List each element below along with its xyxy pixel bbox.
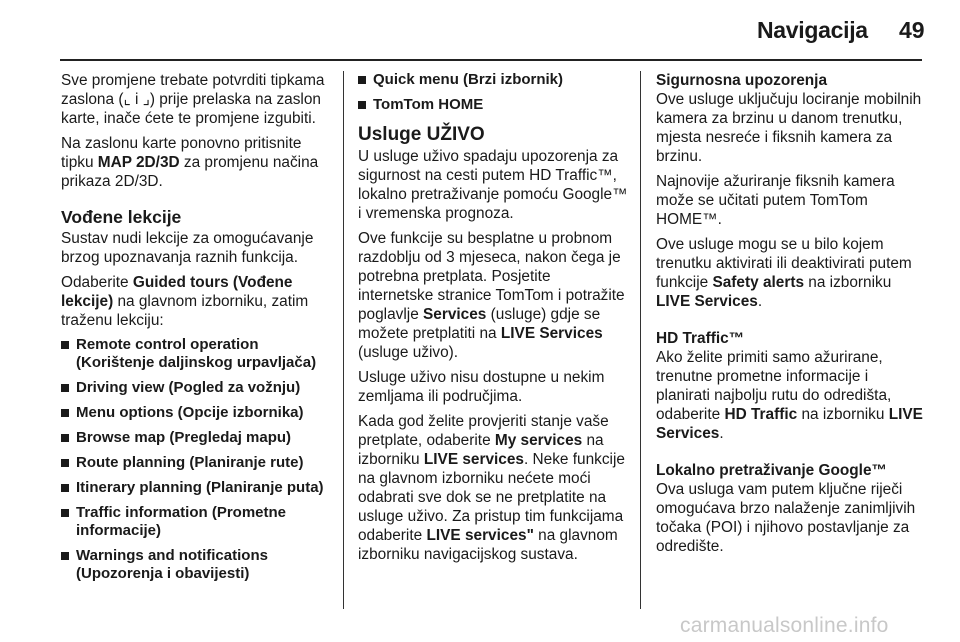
heading-live-services: Usluge UŽIVO <box>358 124 485 145</box>
bullet-icon <box>358 76 366 84</box>
text-span: (usluge uživo). <box>358 344 459 361</box>
paragraph-trial <box>358 229 630 362</box>
bullet-icon <box>61 552 69 560</box>
text-span: na glavnom izborniku navigacijskog sustava. <box>358 527 618 563</box>
paragraph-lessons-intro: Sustav nudi lekcije za omogućavanje brzog upoznavanja raznih funkcija. <box>61 230 314 266</box>
bullet-icon <box>61 341 69 349</box>
column-1 <box>61 71 331 590</box>
bullet-icon <box>358 101 366 109</box>
list-item <box>61 379 331 397</box>
bullet-icon <box>61 484 69 492</box>
paragraph-select-lesson <box>61 273 331 330</box>
paragraph-confirm-changes: Sve promjene trebate potvrditi tipkama zaslona (⌞ i ⌟) prije prelaska na zaslon karte, inače ćete te promjene izgubiti. <box>61 72 325 127</box>
term-live-services: LIVE Services <box>656 293 758 310</box>
list-item-label: Warnings and notifications (Upozorenja i obavijesti) <box>76 547 268 582</box>
list-item-label: Menu options (Opcije izbornika) <box>76 404 304 421</box>
text-span: Ove funkcije su besplatne u probnom razdoblju od 3 mjeseca, nakon čega je potrebna pretplata. Posjetite internetske stranice TomTom i potražite poglavlje <box>358 230 625 323</box>
bullet-icon <box>61 434 69 442</box>
list-item <box>61 547 331 583</box>
list-item <box>61 336 331 372</box>
watermark: carmanualsonline.info <box>680 614 889 637</box>
paragraph-live-intro: U usluge uživo spadaju upozorenja za sigurnost na cesti putem HD Traffic™, lokalno pretraživanje pomoću Google™ i vremenska prognoza. <box>358 148 628 222</box>
lesson-list <box>61 336 331 583</box>
key-map-2d3d: MAP 2D/3D <box>97 154 180 171</box>
paragraph-subscription <box>358 412 630 564</box>
lesson-list-continued <box>358 71 630 114</box>
text-span: na izborniku <box>797 406 889 423</box>
menu-guided-tours: Guided tours (Vođene lekcije) <box>61 274 293 310</box>
term-live-services-select: LIVE services" <box>426 527 534 544</box>
paragraph-google-search: Ova usluga vam putem ključne riječi omogućava brzo nalaženje zanimljivih točaka (POI) i njihovo postavljanje za odredište. <box>656 481 916 555</box>
list-item-label: Itinerary planning (Planiranje puta) <box>76 479 324 496</box>
page-number: 49 <box>899 17 925 43</box>
paragraph-safety-intro: Ove usluge uključuju lociranje mobilnih kamera za brzinu u danom trenutku, mjesta nesreće i fiksnih kamera za brzinu. <box>656 91 922 165</box>
bullet-icon <box>61 384 69 392</box>
list-item-label: Driving view (Pogled za vožnju) <box>76 379 301 396</box>
list-item <box>61 504 331 540</box>
text-span: . <box>719 425 724 442</box>
column-2 <box>358 71 630 570</box>
list-item <box>358 96 630 114</box>
bullet-icon <box>61 409 69 417</box>
text-span: na glavnom izborniku, zatim traženu lekciju: <box>61 293 309 329</box>
section-title: Navigacija <box>757 17 868 43</box>
term-my-services: My services <box>494 432 583 449</box>
heading-hd-traffic: HD Traffic™ <box>656 330 745 347</box>
list-item <box>358 71 630 89</box>
list-item <box>61 404 331 422</box>
text-span: Na zaslonu karte ponovno pritisnite tipku <box>61 135 302 171</box>
column-divider-2 <box>640 71 641 609</box>
list-item <box>61 454 331 472</box>
paragraph-availability: Usluge uživo nisu dostupne u nekim zemljama ili područjima. <box>358 369 605 405</box>
text-span: Odaberite <box>61 274 133 291</box>
list-item <box>61 479 331 497</box>
paragraph-camera-update: Najnovije ažuriranje fiksnih kamera može se učitati putem TomTom HOME™. <box>656 173 895 228</box>
text-span: (usluge) gdje se možete pretplatiti na <box>358 306 601 342</box>
term-live-services-menu: LIVE services <box>423 451 524 468</box>
paragraph-safety-toggle <box>656 235 926 311</box>
text-span: Kada god želite provjeriti stanje vaše pretplate, odaberite <box>358 413 609 449</box>
list-item <box>61 429 331 447</box>
term-hd-traffic: HD Traffic <box>724 406 798 423</box>
list-item-label: Quick menu (Brzi izbornik) <box>373 71 564 88</box>
text-span: . <box>757 293 763 310</box>
list-item-label: Browse map (Pregledaj mapu) <box>76 429 292 446</box>
text-span: na izborniku <box>358 432 604 468</box>
list-item-label: TomTom HOME <box>373 96 484 113</box>
term-live-services: LIVE Services <box>656 406 923 442</box>
paragraph-map-toggle <box>61 134 331 191</box>
term-live-services: LIVE Services <box>500 325 603 342</box>
bullet-icon <box>61 509 69 517</box>
bullet-icon <box>61 459 69 467</box>
column-divider-1 <box>343 71 344 609</box>
heading-guided-lessons: Vođene lekcije <box>61 207 182 227</box>
text-span: na izborniku <box>804 274 892 291</box>
list-item-label: Traffic information (Prometne informacije) <box>76 504 287 539</box>
column-3 <box>656 71 926 562</box>
paragraph-hd-traffic <box>656 348 926 443</box>
text-span: za promjenu načina prikaza 2D/3D. <box>61 154 319 190</box>
list-item-label: Remote control operation (Korištenje daljinskog urpavljača) <box>76 336 317 371</box>
text-span: Ove usluge mogu se u bilo kojem trenutku aktivirati ili deaktivirati putem funkcije <box>656 236 912 291</box>
text-span: . Neke funkcije na glavnom izborniku nećete moći odabrati sve dok se ne pretplatite na usluge uživo. Za pristup tim funkcijama odaberite <box>358 451 625 544</box>
text-span: Ako želite primiti samo ažurirane, trenutne prometne informacije i planirati najbolju rutu do odredišta, odaberite <box>656 349 892 423</box>
list-item-label: Route planning (Planiranje rute) <box>76 454 304 471</box>
page-header <box>0 0 960 58</box>
header-divider <box>60 59 922 61</box>
term-services: Services <box>423 306 487 323</box>
heading-safety-alerts: Sigurnosna upozorenja <box>656 72 828 89</box>
term-safety-alerts: Safety alerts <box>712 274 805 291</box>
heading-google-search: Lokalno pretraživanje Google™ <box>656 462 887 479</box>
